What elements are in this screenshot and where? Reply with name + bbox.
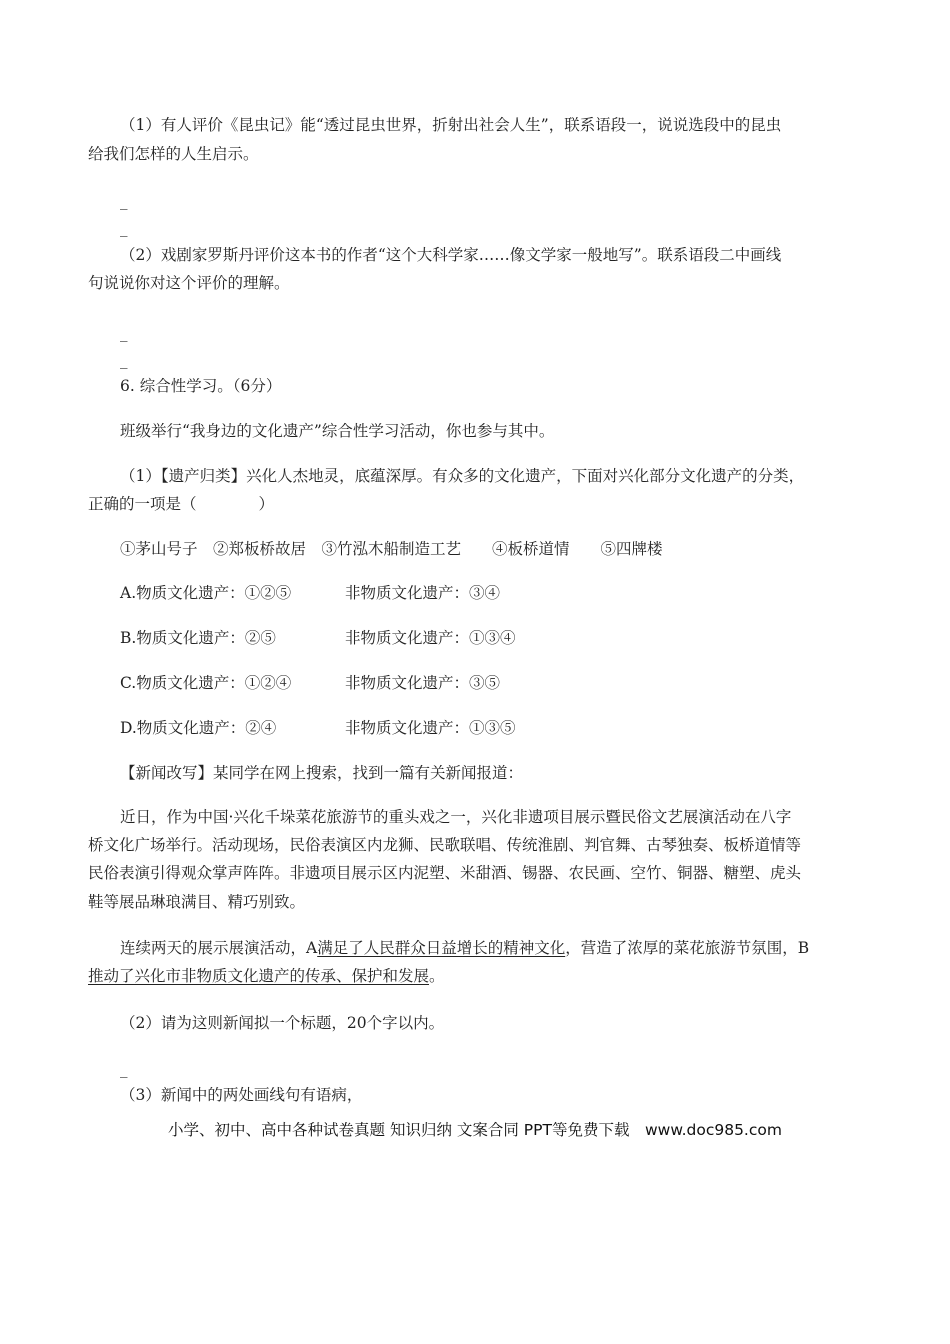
option-material: D.物质文化遗产：②④ [120,719,277,737]
news-paragraph-line: 鞋等展品琳琅满目、精巧别致。 [88,893,306,911]
news-paragraph-line: 民俗表演引得观众掌声阵阵。非遗项目展示区内泥塑、米甜酒、锡器、农民画、空竹、铜器、糖塑、虎头 [88,864,802,882]
underlined-sentence-b: 推动了兴化市非物质文化遗产的传承、保护和发展 [88,967,430,985]
sub-question-1-text-cont: 正确的一项是（ ） [88,495,275,513]
answer-blank: _ [120,324,128,342]
question-6-title: 6. 综合性学习。（6分） [120,377,282,395]
news-paragraph-line: 近日，作为中国·兴化千垛菜花旅游节的重头戏之一，兴化非遗项目展示暨民俗文艺展演活动在八字 [120,808,792,826]
option-material: B.物质文化遗产：②⑤ [120,629,276,647]
text-span: ，营造了浓厚的菜花旅游节氛围，B [565,939,810,957]
question-2-text-cont: 句说说你对这个评价的理解。 [88,274,290,292]
choice-option-d[interactable] [120,717,516,739]
footer-link[interactable]: 小学、初中、高中各种试卷真题 知识归纳 文案合同 PPT等免费下载 www.doc985.com [168,1121,782,1139]
news-paragraph-2-cont [88,965,445,987]
underlined-sentence-a: 满足了人民群众日益增长的精神文化 [317,939,566,957]
option-material: A.物质文化遗产：①②⑤ [120,584,292,602]
news-heading: 【新闻改写】某同学在网上搜索，找到一篇有关新闻报道： [120,764,524,782]
sub-question-1-text: （1）【遗产归类】兴化人杰地灵，底蕴深厚。有众多的文化遗产，下面对兴化部分文化遗产的分类， [120,467,805,485]
answer-blank: _ [120,351,128,369]
answer-blank: _ [120,1060,128,1078]
choice-option-c[interactable] [120,672,501,694]
option-intangible: 非物质文化遗产：③⑤ [345,674,501,692]
question-1-text-cont: 给我们怎样的人生启示。 [88,145,259,163]
choice-option-a[interactable] [120,582,501,604]
text-span: 。 [429,967,445,985]
option-intangible: 非物质文化遗产：①③⑤ [345,719,516,737]
answer-blank: _ [120,219,128,237]
answer-blank: _ [120,192,128,210]
sub-question-3-text: （3）新闻中的两处画线句有语病， [120,1086,363,1104]
news-paragraph-line: 桥文化广场举行。活动现场，民俗表演区内龙狮、民歌联唱、传统淮剧、判官舞、古琴独奏、板桥道情等 [88,836,802,854]
text-span: 连续两天的展示展演活动，A [120,939,318,957]
option-intangible: 非物质文化遗产：③④ [345,584,501,602]
question-1-text: （1）有人评价《昆虫记》能“透过昆虫世界，折射出社会人生”，联系语段一，说说选段中的昆虫 [120,116,782,134]
activity-intro: 班级举行“我身边的文化遗产”综合性学习活动，你也参与其中。 [120,422,555,440]
option-material: C.物质文化遗产：①②④ [120,674,292,692]
sub-question-2-text: （2）请为这则新闻拟一个标题，20个字以内。 [120,1014,445,1032]
heritage-items-list: ①茅山号子 ②郑板桥故居 ③竹泓木船制造工艺 ④板桥道情 ⑤四牌楼 [120,540,663,558]
news-paragraph-2 [120,937,809,959]
question-2-text: （2）戏剧家罗斯丹评价这本书的作者“这个大科学家……像文学家一般地写”。联系语段二中画线 [120,246,782,264]
option-intangible: 非物质文化遗产：①③④ [345,629,516,647]
choice-option-b[interactable] [120,627,516,649]
